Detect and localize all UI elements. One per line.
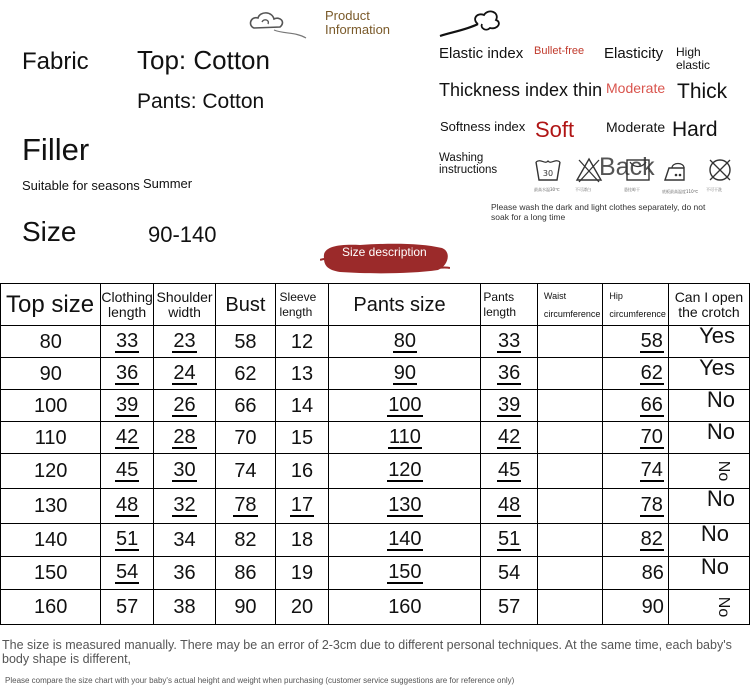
softness-hard: Hard bbox=[672, 118, 718, 141]
table-row bbox=[1, 454, 750, 489]
table-row bbox=[1, 489, 750, 524]
cell-sleeve: 13 bbox=[275, 358, 329, 390]
footer-note-measurement: The size is measured manually. There may be an error of 2-3cm due to different personal techniques. At the same time, each baby's body shape is different, bbox=[2, 638, 732, 666]
svg-text:30: 30 bbox=[542, 169, 554, 178]
table-header-row bbox=[1, 284, 750, 326]
elastic-index-label: Elastic index bbox=[439, 45, 524, 62]
cell-hip: 74 bbox=[603, 454, 668, 489]
cell-top-size: 140 bbox=[1, 524, 101, 557]
hang-dry-icon: 悬挂晾干 bbox=[624, 156, 652, 184]
cell-crotch: No bbox=[668, 524, 749, 557]
table-body bbox=[1, 323, 750, 625]
cell-clothing-length: 36 bbox=[101, 358, 153, 390]
cell-top-size: 100 bbox=[1, 390, 101, 422]
cell-pants-length: 45 bbox=[481, 454, 538, 489]
cell-pants-size: 130 bbox=[329, 489, 481, 524]
cell-pants-size: 110 bbox=[329, 422, 481, 454]
cell-bust: 62 bbox=[216, 358, 275, 390]
wash-note: Please wash the dark and light clothes separately, do not soak for a long time bbox=[491, 202, 706, 222]
cell-hip: 90 bbox=[603, 590, 668, 625]
cell-sleeve: 18 bbox=[275, 524, 329, 557]
cell-pants-length: 57 bbox=[481, 590, 538, 625]
elastic-bullet-free: Bullet-free bbox=[534, 45, 585, 57]
footer-note-compare: Please compare the size chart with your baby's actual height and weight when purchasing (customer service suggestions are for reference only) bbox=[5, 676, 515, 685]
cell-bust: 78 bbox=[216, 489, 275, 524]
header-top-size: Top size bbox=[1, 284, 101, 326]
cell-pants-length: 39 bbox=[481, 390, 538, 422]
cell-waist bbox=[537, 390, 602, 422]
cell-shoulder: 32 bbox=[153, 489, 216, 524]
cell-clothing-length: 39 bbox=[101, 390, 153, 422]
thickness-thick: Thick bbox=[677, 80, 728, 103]
cell-pants-length: 51 bbox=[481, 524, 538, 557]
cell-hip: 82 bbox=[603, 524, 668, 557]
cell-pants-length: 54 bbox=[481, 557, 538, 590]
cloud-ornament-left-icon bbox=[244, 8, 308, 40]
cell-pants-size: 80 bbox=[329, 326, 481, 358]
no-bleach-icon: 不可漂白 bbox=[575, 156, 603, 184]
cell-pants-size: 120 bbox=[329, 454, 481, 489]
cell-pants-length: 48 bbox=[481, 489, 538, 524]
thickness-index-label: Thickness index thin bbox=[439, 80, 603, 100]
back-text: Back bbox=[599, 153, 655, 181]
cell-hip: 62 bbox=[603, 358, 668, 390]
header-hip: Hip circumference bbox=[603, 284, 668, 326]
header-pants-length: Pants length bbox=[481, 284, 538, 326]
cell-waist bbox=[537, 422, 602, 454]
cell-crotch: No bbox=[668, 590, 749, 625]
cell-shoulder: 26 bbox=[153, 390, 216, 422]
cell-shoulder: 24 bbox=[153, 358, 216, 390]
cell-top-size: 80 bbox=[1, 326, 101, 358]
cell-waist bbox=[537, 590, 602, 625]
cell-shoulder: 23 bbox=[153, 326, 216, 358]
cell-hip: 86 bbox=[603, 557, 668, 590]
size-table bbox=[0, 283, 750, 625]
cell-crotch: No bbox=[668, 390, 749, 422]
cell-pants-size: 140 bbox=[329, 524, 481, 557]
cell-crotch: Yes bbox=[668, 326, 749, 358]
cell-clothing-length: 48 bbox=[101, 489, 153, 524]
wash-30-icon: 30 最高水温30℃ bbox=[534, 156, 562, 184]
cell-crotch: No bbox=[668, 489, 749, 524]
cell-sleeve: 20 bbox=[275, 590, 329, 625]
header-sleeve-length: Sleeve length bbox=[275, 284, 329, 326]
cell-pants-length: 36 bbox=[481, 358, 538, 390]
cell-clothing-length: 57 bbox=[101, 590, 153, 625]
cell-shoulder: 36 bbox=[153, 557, 216, 590]
size-label: Size bbox=[22, 216, 77, 247]
cell-shoulder: 30 bbox=[153, 454, 216, 489]
table-row bbox=[1, 524, 750, 557]
top-fabric-value: Top: Cotton bbox=[137, 45, 270, 75]
cell-sleeve: 14 bbox=[275, 390, 329, 422]
cell-sleeve: 12 bbox=[275, 326, 329, 358]
header-clothing-length: Clothing length bbox=[101, 284, 153, 326]
cell-waist bbox=[537, 454, 602, 489]
cell-clothing-length: 42 bbox=[101, 422, 153, 454]
filler-label: Filler bbox=[22, 132, 90, 167]
cell-top-size: 150 bbox=[1, 557, 101, 590]
cell-hip: 66 bbox=[603, 390, 668, 422]
cell-pants-size: 160 bbox=[329, 590, 481, 625]
cell-top-size: 160 bbox=[1, 590, 101, 625]
size-description-text: Size description bbox=[342, 245, 427, 259]
thickness-moderate: Moderate bbox=[606, 80, 666, 96]
season-label: Suitable for seasons bbox=[22, 178, 140, 193]
cell-pants-size: 90 bbox=[329, 358, 481, 390]
cell-top-size: 130 bbox=[1, 489, 101, 524]
table-row bbox=[1, 390, 750, 422]
cell-top-size: 90 bbox=[1, 358, 101, 390]
table-row bbox=[1, 590, 750, 625]
cell-sleeve: 19 bbox=[275, 557, 329, 590]
softness-soft: Soft bbox=[535, 117, 575, 142]
cell-shoulder: 34 bbox=[153, 524, 216, 557]
cell-pants-length: 33 bbox=[481, 326, 538, 358]
no-dry-clean-icon: 不可干洗 bbox=[706, 156, 734, 184]
cell-top-size: 120 bbox=[1, 454, 101, 489]
washing-instructions-label: Washing instructions bbox=[439, 152, 498, 176]
cell-bust: 66 bbox=[216, 390, 275, 422]
cell-clothing-length: 54 bbox=[101, 557, 153, 590]
cell-bust: 74 bbox=[216, 454, 275, 489]
iron-icon: 底板最高温度110℃ bbox=[662, 158, 690, 186]
cell-top-size: 110 bbox=[1, 422, 101, 454]
cloud-ornament-right-icon bbox=[438, 8, 504, 40]
table-row bbox=[1, 358, 750, 390]
cell-waist bbox=[537, 489, 602, 524]
cell-waist bbox=[537, 524, 602, 557]
cell-clothing-length: 33 bbox=[101, 326, 153, 358]
elastic-elasticity: Elasticity bbox=[604, 45, 664, 62]
cell-sleeve: 16 bbox=[275, 454, 329, 489]
softness-index-label: Softness index bbox=[440, 119, 526, 134]
season-value: Summer bbox=[143, 176, 193, 191]
fabric-label: Fabric bbox=[22, 48, 89, 75]
cell-hip: 70 bbox=[603, 422, 668, 454]
header-waist: Waist circumference bbox=[537, 284, 602, 326]
table-row bbox=[1, 422, 750, 454]
elastic-high: High elastic bbox=[676, 45, 711, 72]
cell-clothing-length: 51 bbox=[101, 524, 153, 557]
header-shoulder-width: Shoulder width bbox=[153, 284, 216, 326]
pants-fabric-value: Pants: Cotton bbox=[137, 90, 265, 113]
cell-bust: 58 bbox=[216, 326, 275, 358]
cell-waist bbox=[537, 326, 602, 358]
cell-crotch: No bbox=[668, 557, 749, 590]
cell-crotch: No bbox=[668, 454, 749, 489]
cell-bust: 86 bbox=[216, 557, 275, 590]
cell-clothing-length: 45 bbox=[101, 454, 153, 489]
cell-waist bbox=[537, 358, 602, 390]
cell-crotch: Yes bbox=[668, 358, 749, 390]
header-pants-size: Pants size bbox=[329, 284, 481, 326]
cell-bust: 82 bbox=[216, 524, 275, 557]
cell-pants-size: 150 bbox=[329, 557, 481, 590]
cell-shoulder: 28 bbox=[153, 422, 216, 454]
cell-bust: 70 bbox=[216, 422, 275, 454]
cell-sleeve: 15 bbox=[275, 422, 329, 454]
size-value: 90-140 bbox=[148, 222, 217, 247]
cell-hip: 58 bbox=[603, 326, 668, 358]
cell-shoulder: 38 bbox=[153, 590, 216, 625]
cell-waist bbox=[537, 557, 602, 590]
header-crotch: Can I open the crotch bbox=[668, 284, 749, 326]
header-bust: Bust bbox=[216, 284, 275, 326]
cell-hip: 78 bbox=[603, 489, 668, 524]
cell-sleeve: 17 bbox=[275, 489, 329, 524]
cell-crotch: No bbox=[668, 422, 749, 454]
table-row bbox=[1, 557, 750, 590]
product-information-title: Product Information bbox=[325, 8, 391, 37]
cell-pants-size: 100 bbox=[329, 390, 481, 422]
cell-bust: 90 bbox=[216, 590, 275, 625]
softness-moderate: Moderate bbox=[606, 119, 666, 135]
table-row bbox=[1, 326, 750, 358]
cell-pants-length: 42 bbox=[481, 422, 538, 454]
